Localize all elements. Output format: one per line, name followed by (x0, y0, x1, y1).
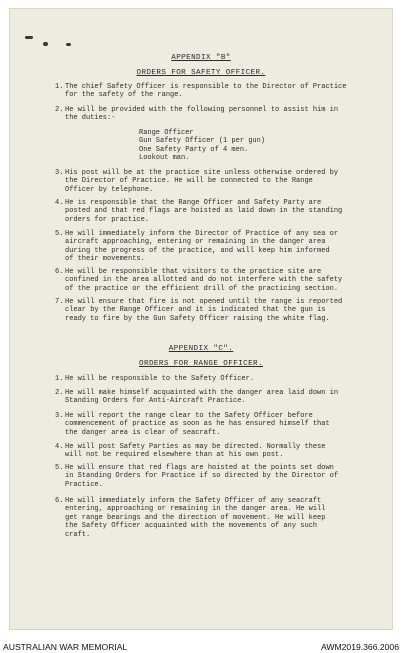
list-item (55, 83, 375, 100)
item-text: He will be responsible to the Safety Officer. (65, 375, 255, 383)
item-number: 3. (55, 412, 64, 420)
item-number: 4. (55, 199, 64, 207)
item-text: The chief Safety Officer is responsible to the Director of Practice for the safety of the range. (65, 83, 347, 100)
item-number: 7. (55, 298, 64, 306)
list-item (55, 497, 375, 539)
footer-accession-number: AWM2019.366.2006 (320, 642, 399, 652)
list-item (55, 375, 375, 383)
item-number: 1. (55, 375, 64, 383)
item-number: 6. (55, 497, 64, 505)
list-item (55, 268, 375, 293)
item-number: 2. (55, 389, 64, 397)
item-number: 6. (55, 268, 64, 276)
list-item (55, 412, 375, 437)
list-item (55, 464, 375, 489)
item-text: He will make himself acquainted with the danger area laid down in Standing Orders for Anti-Aircraft Practice. (65, 389, 339, 406)
footer-bar (0, 630, 403, 653)
item-text: He will be responsible that visitors to the practice site are confined in the area allotted and do not interfere with the safety of the practice or the efficient drill of the practicing section. (65, 268, 343, 293)
ink-mark (66, 43, 71, 46)
ink-mark (25, 36, 33, 39)
item-text: He will post Safety Parties as may be directed. Normally these will not be required elsewhere than at his own post. (65, 443, 326, 460)
item-text: He is responsible that the Range Officer and Safety Party are posted and that red flags are hoisted as laid down in the standing orders for practice. (65, 199, 343, 224)
list-item (55, 389, 375, 406)
list-item (55, 199, 375, 224)
document-page (9, 8, 393, 630)
item-text: He will ensure that fire is not opened until the range is reported clear by the Range Officer and it is indicated that the gun is ready to fire by the Gun Safety Officer raising the white flag. (65, 298, 343, 323)
item-number: 3. (55, 169, 64, 177)
item-text: His post will be at the practice site unless otherwise ordered by the Director of Practice. He will be connected to the Range Officer by telephone. (65, 169, 339, 194)
item-text: He will ensure that red flags are hoisted at the points set down in Standing Orders for Practice if so directed by the Director of Practice. (65, 464, 339, 489)
item-text: He will report the range clear to the Safety Officer before commencement of practice as soon as he has ensured himself that the danger area is clear of seacraft. (65, 412, 330, 437)
appendix-c-subtitle: ORDERS FOR RANGE OFFICER. (139, 360, 263, 368)
item-text: He will be provided with the following personnel to assist him in the duties:- (65, 106, 339, 123)
list-item (55, 298, 375, 323)
item-number: 5. (55, 230, 64, 238)
appendix-b-subtitle: ORDERS FOR SAFETY OFFICER. (136, 69, 266, 77)
item-number: 1. (55, 83, 64, 91)
item-number: 2. (55, 106, 64, 114)
list-item (55, 230, 375, 264)
ink-mark (43, 42, 48, 46)
item-number: 4. (55, 443, 64, 451)
item-number: 5. (55, 464, 64, 472)
appendix-c-title: APPENDIX "C". (168, 345, 234, 353)
footer-credit: AUSTRALIAN WAR MEMORIAL (3, 642, 128, 652)
appendix-b-title: APPENDIX "B" (171, 54, 231, 62)
list-item (55, 443, 375, 460)
list-item (55, 169, 375, 194)
item-text: He will immediately inform the Safety Officer of any seacraft entering, approaching or remaining in the danger area. He will get range bearings and the direction of movement. He will keep the Safety Officer acquainted with the movements of any such craft. (65, 497, 326, 539)
personnel-list: Range Officer Gun Safety Officer (1 per gun) One Safety Party of 4 men. Lookout man. (139, 129, 266, 163)
list-item (55, 106, 375, 123)
item-text: He will immediately inform the Director of Practice of any sea or aircraft approaching, entering or remaining in the danger area during the progress of the practice, and will keep him informed of their movements. (65, 230, 339, 264)
